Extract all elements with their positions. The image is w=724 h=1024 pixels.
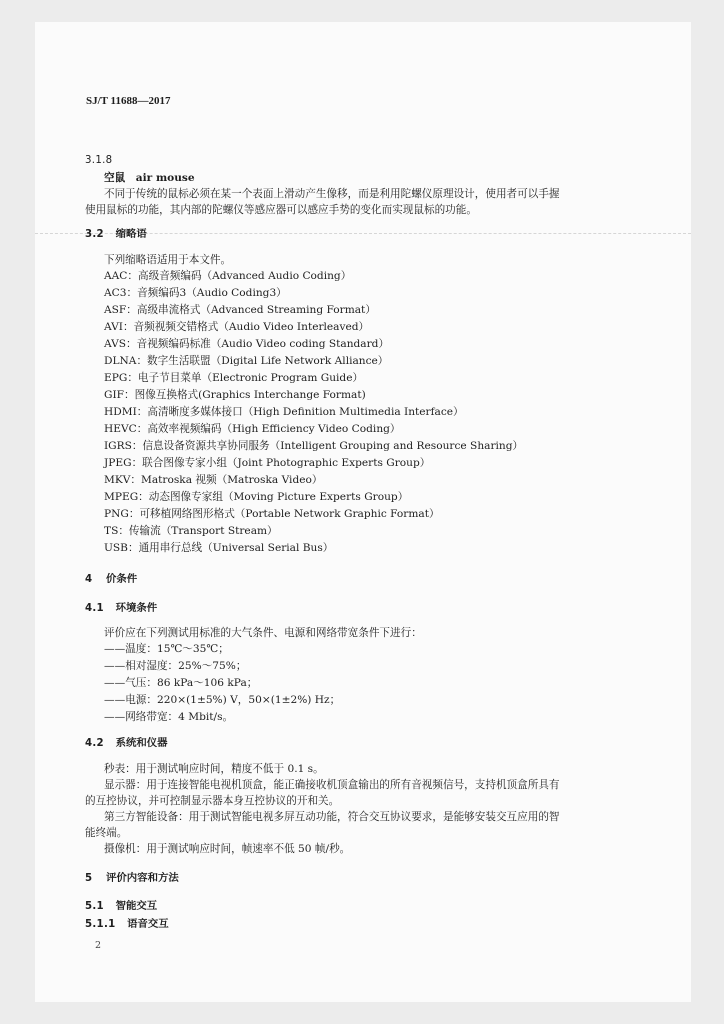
page-number: 2 <box>95 940 102 951</box>
display-paragraph-line-1: 显示器：用于连接智能电视机顶盒，能正确接收机顶盒输出的所有音视频信号，支持机顶盒所具有 <box>104 779 560 791</box>
section-3-2-heading <box>85 227 147 242</box>
section-title: 评价内容和方法 <box>106 872 179 884</box>
condition-item: ——电源：220×(1±5%) V，50×(1±2%) Hz； <box>104 694 341 706</box>
section-4-2-heading <box>85 736 168 751</box>
definition-line-2: 使用鼠标的功能，其内部的陀螺仪等感应器可以感应手势的变化而实现鼠标的功能。 <box>85 204 477 216</box>
condition-item: ——网络带宽：4 Mbit/s。 <box>104 711 234 723</box>
condition-item: ——相对湿度：25%～75%； <box>104 660 247 672</box>
condition-item: ——气压：86 kPa～106 kPa； <box>104 677 258 689</box>
abbreviation-item: TS：传输流（Transport Stream） <box>104 525 278 537</box>
section-number: 5.1 <box>85 901 104 912</box>
section-5-1-heading <box>85 899 157 914</box>
section-number: 5 <box>85 873 93 884</box>
abbreviation-item: PNG：可移植网络图形格式（Portable Network Graphic Format） <box>104 508 440 520</box>
section-4-1-heading <box>85 601 157 616</box>
section-title: 语音交互 <box>127 918 169 930</box>
abbreviation-item: AVI：音频视频交错格式（Audio Video Interleaved） <box>104 321 370 333</box>
term-air-mouse: 空鼠 air mouse <box>104 172 195 184</box>
abbreviation-item: AAC：高级音频编码（Advanced Audio Coding） <box>104 270 352 282</box>
display-paragraph-line-2: 的互控协议，并可控制显示器本身互控协议的开和关。 <box>85 795 340 807</box>
section-5-heading <box>85 871 179 886</box>
third-party-device-line-2: 能终端。 <box>85 827 128 839</box>
section-number: 5.1.1 <box>85 919 116 930</box>
abbreviation-item: GIF：图像互换格式(Graphics Interchange Format) <box>104 389 366 401</box>
stopwatch-paragraph: 秒表：用于测试响应时间，精度不低于 0.1 s。 <box>104 763 324 775</box>
abbreviation-item: DLNA：数字生活联盟（Digital Life Network Alliance） <box>104 355 389 367</box>
section-title: 价条件 <box>106 573 138 585</box>
camera-paragraph: 摄像机：用于测试响应时间，帧速率不低 50 帧/秒。 <box>104 843 351 855</box>
abbreviation-item: ASF：高级串流格式（Advanced Streaming Format） <box>104 304 376 316</box>
section-title: 系统和仪器 <box>115 737 168 749</box>
abbreviation-item: HEVC：高效率视频编码（High Efficiency Video Coding） <box>104 423 401 435</box>
clause-number-3-1-8: 3.1.8 <box>85 155 113 166</box>
section-title: 缩略语 <box>115 228 147 240</box>
section-title: 环境条件 <box>115 602 158 614</box>
section-number: 4.2 <box>85 738 104 749</box>
abbreviation-item: MPEG：动态图像专家组（Moving Picture Experts Group） <box>104 491 409 503</box>
condition-item: ——温度：15℃～35℃； <box>104 643 229 655</box>
abbreviation-item: AC3：音频编码3（Audio Coding3） <box>104 287 287 299</box>
section-4-heading <box>85 572 137 587</box>
environment-intro: 评价应在下列测试用标准的大气条件、电源和网络带宽条件下进行： <box>104 627 422 639</box>
abbreviation-item: EPG：电子节目菜单（Electronic Program Guide） <box>104 372 364 384</box>
abbreviation-item: USB：通用串行总线（Universal Serial Bus） <box>104 542 334 554</box>
abbreviation-item: IGRS：信息设备资源共享协同服务（Intelligent Grouping and Resource Sharing） <box>104 440 524 452</box>
document-page <box>35 22 691 1002</box>
section-title: 智能交互 <box>115 900 158 912</box>
section-number: 4.1 <box>85 603 104 614</box>
section-5-1-1-heading <box>85 917 169 932</box>
abbreviation-item: HDMI：高清晰度多媒体接口（High Definition Multimedia Interface） <box>104 406 464 418</box>
abbreviations-intro: 下列缩略语适用于本文件。 <box>104 254 232 266</box>
definition-line-1: 不同于传统的鼠标必须在某一个表面上滑动产生像移，而是利用陀螺仪原理设计，使用者可以手握 <box>104 188 560 200</box>
abbreviation-item: AVS：音视频编码标准（Audio Video coding Standard） <box>104 338 390 350</box>
third-party-device-line-1: 第三方智能设备：用于测试智能电视多屏互动功能，符合交互协议要求，是能够安装交互应用的智 <box>104 811 560 823</box>
abbreviation-item: MKV：Matroska 视频（Matroska Video） <box>104 474 323 486</box>
abbreviation-item: JPEG：联合图像专家小组（Joint Photographic Experts Group） <box>104 457 431 469</box>
document-header: SJ/T 11688—2017 <box>86 95 171 107</box>
section-number: 3.2 <box>85 229 104 240</box>
section-number: 4 <box>85 574 93 585</box>
